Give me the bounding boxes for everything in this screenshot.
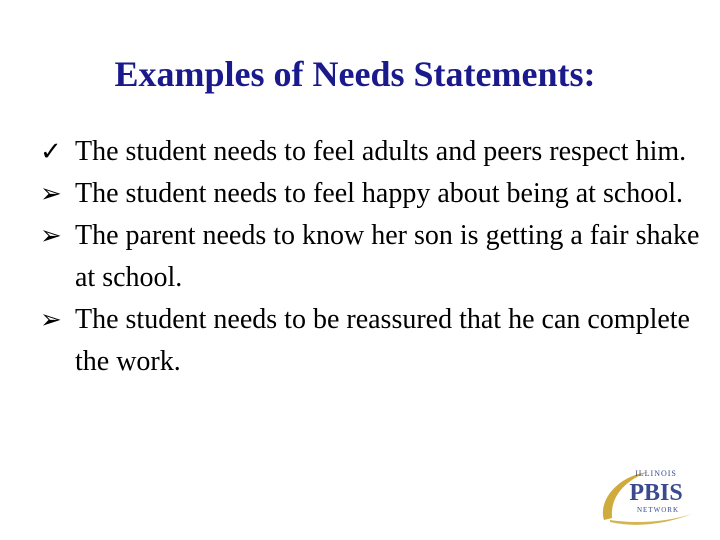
bullet-item bbox=[40, 131, 700, 173]
bullet-text: The student needs to be reassured that he can complete the work. bbox=[75, 304, 690, 377]
bullet-text: The parent needs to know her son is getting a fair shake at school. bbox=[75, 220, 700, 293]
bullet-item bbox=[40, 299, 700, 383]
arrowhead-icon: ➢ bbox=[40, 179, 62, 209]
bullet-item bbox=[40, 215, 700, 299]
arrowhead-icon: ➢ bbox=[40, 305, 62, 335]
checkmark-icon: ✓ bbox=[40, 137, 62, 167]
arrowhead-icon: ➢ bbox=[40, 221, 62, 251]
logo-main-text: PBIS bbox=[629, 480, 683, 506]
logo-bottom-text: NETWORK bbox=[637, 506, 679, 514]
logo-top-text: ILLINOIS bbox=[635, 469, 677, 478]
bullet-list bbox=[40, 131, 700, 383]
slide-title: Examples of Needs Statements: bbox=[114, 54, 596, 94]
bullet-item bbox=[40, 173, 700, 215]
logo-swoosh-underline bbox=[610, 514, 692, 525]
bullet-text: The student needs to feel happy about being at school. bbox=[75, 178, 684, 209]
bullet-text: The student needs to feel adults and peers respect him. bbox=[75, 136, 687, 167]
pbis-network-logo bbox=[596, 462, 696, 530]
